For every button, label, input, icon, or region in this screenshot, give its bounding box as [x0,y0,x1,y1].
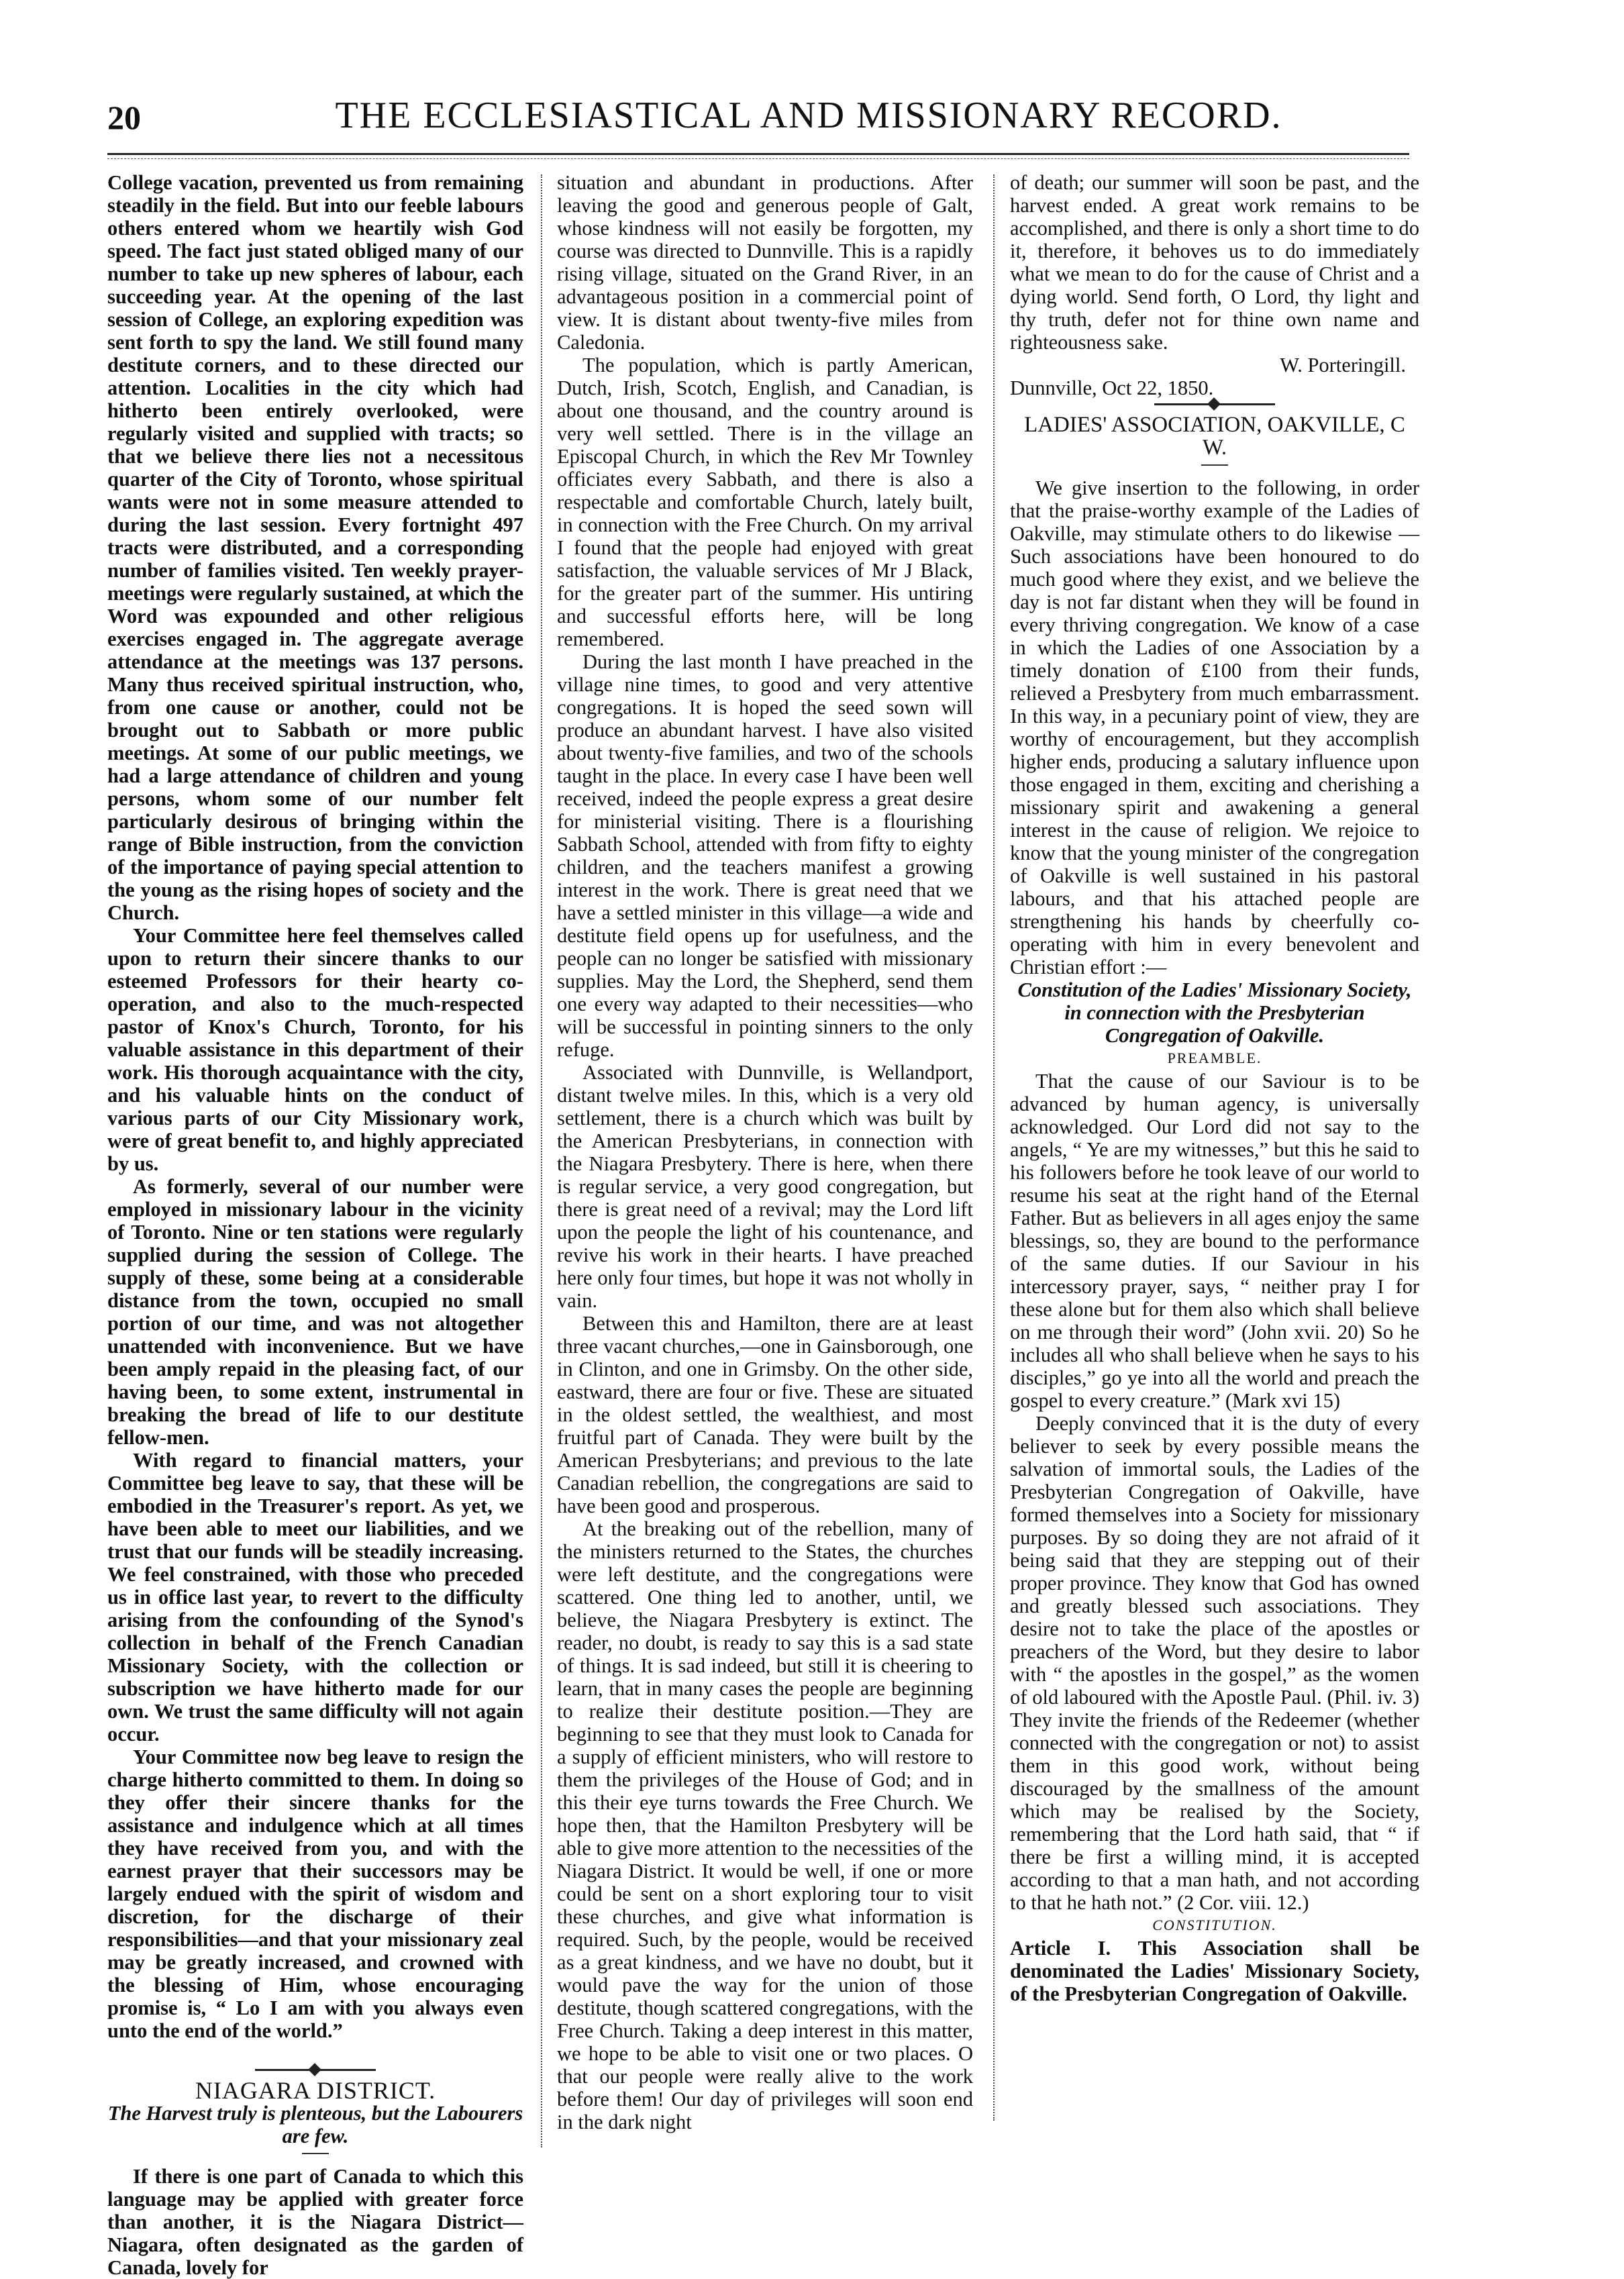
constitution-label: CONSTITUTION. [1152,1917,1277,1933]
paragraph: Your Committee now beg leave to resign the charge hitherto committed to them. In doing so they offer their sincere thanks for the assistance and indulgence which at all times they have received from you, and with the earnest prayer that their successors may be largely endued with the spirit of wisdom and discretion, for the discharge of their responsibilities—and that your missionary zeal may be greatly increased, and crowned with the blessing of Him, whose encouraging promise is, “ Lo I am with you always even unto the end of the world.” [107,1745,523,2042]
paragraph: As formerly, several of our number were employed in missionary labour in the vicinity of Toronto. Nine or ten stations were regularly supplied during the session of College. The supply of these, some being at a considerable distance from the town, occupied no small portion of our time, and was not altogether unattended with inconvenience. But we have been amply repaid in the pleasing fact, of our having been, to some extent, instrumental in breaking the bread of life to our destitute fellow-men. [107,1175,523,1449]
paragraph: With regard to financial matters, your Committee beg leave to say, that these will be embodied in the Treasurer's report. As yet, we have been able to meet our liabilities, and we trust that our funds will be steadily increasing. We feel constrained, with those who preceded us in office last year, to revert to the difficulty arising from the confounding of the Synod's collection in behalf of the French Canadian Missionary Society, with the collection or subscription we have hitherto made for our own. We trust the same difficulty will not again occur. [107,1449,523,1745]
section-motto: The Harvest truly is plenteous, but the Labourers are few. [107,2102,523,2147]
paragraph: Your Committee here feel themselves called upon to return their sincere thanks to our esteemed Professors for their hearty co-operation, and also to the much-respected pastor of Knox's Church, Toronto, for his valuable assistance in this department of their work. His thorough acquaintance with the city, and his valuable hints on the conduct of various parts of our City Missionary work, were of great benefit to, and highly appreciated by us. [107,924,523,1175]
column-left [107,171,523,2279]
paragraph: During the last month I have preached in the village nine times, to good and very attentive congregations. It is hoped the seed sown will produce an abundant harvest. I have also visited about twenty-five families, and two of the schools taught in the place. In every case I have been well received, indeed the people express a great desire for ministerial visiting. There is a flourishing Sabbath School, attended with from fifty to eighty children, and the teachers manifest a growing interest in the work. There is great need that we have a settled minister in this village—a wide and destitute field opens up for usefulness, and the people can no longer be satisfied with missionary supplies. May the Lord, the Shepherd, send them one every way adapted to their necessities—who will be successful in pointing sinners to the only refuge. [557,650,973,1061]
section-heading: NIAGARA DISTRICT. [195,2077,436,2104]
ornament-rule [255,2069,376,2071]
paragraph: College vacation, prevented us from remaining steadily in the field. But into our feeble labours others entered whom we heartily wish God speed. The fact just stated obliged many of our number to take up new spheres of labour, each succeeding year. At the opening of the last session of College, an exploring expedition was sent forth to spy the land. We still found many destitute corners, and to these directed our attention. Localities in the city which had hitherto been entirely overlooked, were regularly visited and supplied with tracts; so that we believe there lies not a necessitous quarter of the City of Toronto, whose spiritual wants were not in some measure attended to during the last session. Every fortnight 497 tracts were distributed, and a corresponding number of families visited. Ten weekly prayer-meetings were regularly sustained, at which the Word was expounded and other religious exercises engaged in. The aggregate average attendance at the meetings was 137 persons. Many thus received spiritual instruction, who, from one cause or another, could not be brought out to Sabbath or more public meetings. At some of our public meetings, we had a large attendance of children and young persons, whom some of our number felt particularly desirous of bringing within the range of Bible instruction, from the conviction of the importance of paying special attention to the young as the rising hopes of society and the Church. [107,171,523,924]
paragraph: That the cause of our Saviour is to be advanced by human agency, is universally acknowledged. Our Lord did not say to the angels, “ Ye are my witnesses,” but this he said to his followers before he took leave of our world to resume his seat at the right hand of the Eternal Father. But as believers in all ages enjoy the same blessings, so, they are bound to the performance of the same duties. If our Saviour in his intercessory prayer, says, “ neither pray I for these alone but for them also which shall believe on me through their word” (John xvii. 20) So he includes all who shall believe when he says to his disciples,” go ye into all the world and preach the gospel to every creature.” (Mark xvi 15) [1010,1070,1419,1412]
paragraph: The population, which is partly American, Dutch, Irish, Scotch, English, and Canadian, is about one thousand, and the country around is very well settled. There is in the village an Episcopal Church, in which the Rev Mr Townley officiates every Sabbath, and there is also a respectable and comfortable Church, lately built, in connection with the Free Church. On my arrival I found that the people had enjoyed with great satisfaction, the valuable services of Mr J Black, for the greater part of the summer. His untiring and successful efforts here, will be long remembered. [557,354,973,650]
constitution-heading: Constitution of the Ladies' Missionary Society, in connection with the Presbyterian Congregation of Oakville. [1017,978,1412,1047]
paragraph: Deeply convinced that it is the duty of every believer to seek by every possible means the salvation of immortal souls, the Ladies of the Presbyterian Congregation of Oakville, have formed themselves into a Society for missionary purposes. By so doing they are not afraid of it being said that they are stepping out of their proper province. They know that God has owned and greatly blessed such associations. They desire not to take the place of the apostles or preachers of the Word, but they desire to labor with “ the apostles in the gospel,” as the women of old laboured with the Apostle Paul. (Phil. iv. 3) They invite the friends of the Redeemer (whether connected with the congregation or not) to assist them in this good work, without being discouraged by the smallness of the amount which may be realised by the Society, remembering that the Lord hath said, that “ if there be first a willing mind, it is accepted according to that a man hath, and not according to that he hath not.” (2 Cor. viii. 12.) [1010,1412,1419,1914]
paragraph: of death; our summer will soon be past, and the harvest ended. A great work remains to be accomplished, and there is only a short time to do it, therefore, it behoves us to do immediately what we mean to do for the cause of Christ and a dying world. Send forth, O Lord, thy light and thy truth, defer not for thine own name and righteousness sake. [1010,171,1419,354]
article-paragraph: Article I. This Association shall be denominated the Ladies' Missionary Society, of the Presbyterian Congregation of Oakville. [1010,1937,1419,2005]
column-divider [541,174,542,2147]
signature: W. Porteringill. [1280,354,1406,376]
page-number: 20 [107,99,141,136]
page-header [107,94,1409,154]
short-rule [1201,464,1228,466]
paragraph: If there is one part of Canada to which this language may be applied with greater force than another, it is the Niagara District—Niagara, often designated as the garden of Canada, lovely for [107,2165,523,2279]
paragraph: Associated with Dunnville, is Wellandport, distant twelve miles. In this, which is a very old settlement, there is a church which was built by the American Presbyterians, in connection with the Niagara Presbytery. There is here, when there is regular service, a very good congregation, but there is great need of a revival; may the Lord lift upon the people the light of his countenance, and revive his work in their hearts. I have preached here only four times, but hope it was not wholly in vain. [557,1061,973,1312]
paragraph: We give insertion to the following, in order that the praise-worthy example of the Ladies of Oakville, may stimulate others to do likewise — Such associations have been honoured to do much good where they exist, and we believe the day is not far distant when they will be found in every thriving congregation. We know of a case in which the Ladies of one Association by a timely donation of £100 from their funds, relieved a Presbytery from much embarrassment. In this way, in a pecuniary point of view, they are worthy of encouragement, but they accomplish higher ends, producing a salutary influence upon those engaged in them, exciting and cherishing a missionary spirit and awakening a general interest in the cause of religion. We rejoice to know that the young minister of the congregation of Oakville is well sustained in his pastoral labours, and that his attached people are strengthening his hands by cheerfully co-operating with him in every benevolent and Christian effort :— [1010,476,1419,978]
dateline: Dunnville, Oct 22, 1850. [1010,376,1214,399]
ornament-rule [1154,403,1275,405]
column-right [1010,171,1419,2005]
column-divider [993,174,995,2121]
paragraph: At the breaking out of the rebellion, many of the ministers returned to the States, the churches were left destitute, and the congregations were scattered. One thing led to another, until, we believe, the Niagara Presbytery is extinct. The reader, no doubt, is ready to say this is a sad state of things. It is sad indeed, but still it is cheering to learn, that in many cases the people are beginning to realize their destitute position.—They are beginning to see that they must look to Canada for a supply of efficient ministers, who will restore to them the privileges of the House of God; and in this their eye turns towards the Free Church. We hope then, that the Hamilton Presbytery will be able to give more attention to the necessities of the Niagara District. It would be well, if one or more could be sent on a short exploring tour to visit these churches, and give what information is required. Such, by the people, would be received as a great kindness, and we have no doubt, but it would pave the way for the union of those destitute, though scattered congregations, with the Free Church. Taking a deep interest in this matter, we hope to be able to visit one or two places. O that our people were really alive to the work before them! Our day of privileges will soon end in the dark night [557,1517,973,2133]
short-rule [302,2153,329,2154]
header-rule-dashed [107,158,1409,159]
running-title: THE ECCLESIASTICAL AND MISSIONARY RECORD. [335,95,1282,136]
column-middle [557,171,973,2158]
header-rule [107,153,1409,155]
preamble-label: PREAMBLE. [1167,1050,1262,1066]
paragraph: situation and abundant in productions. After leaving the good and generous people of Galt, whose kindness will not easily be forgotten, my course was directed to Dunnville. This is a rapidly rising village, situated on the Grand River, in an advantageous position in a commercial point of view. It is distant about twenty-five miles from Caledonia. [557,171,973,354]
section-heading: LADIES' ASSOCIATION, OAKVILLE, C W. [1024,413,1405,460]
paragraph: Between this and Hamilton, there are at least three vacant churches,—one in Gainsborough, one in Clinton, and one in Grimsby. On the other side, eastward, there are four or five. These are situated in the oldest settled, the wealthiest, and most fruitful part of Canada. They were built by the American Presbyterians; and previous to the late Canadian rebellion, the congregations are said to have been good and prosperous. [557,1312,973,1517]
